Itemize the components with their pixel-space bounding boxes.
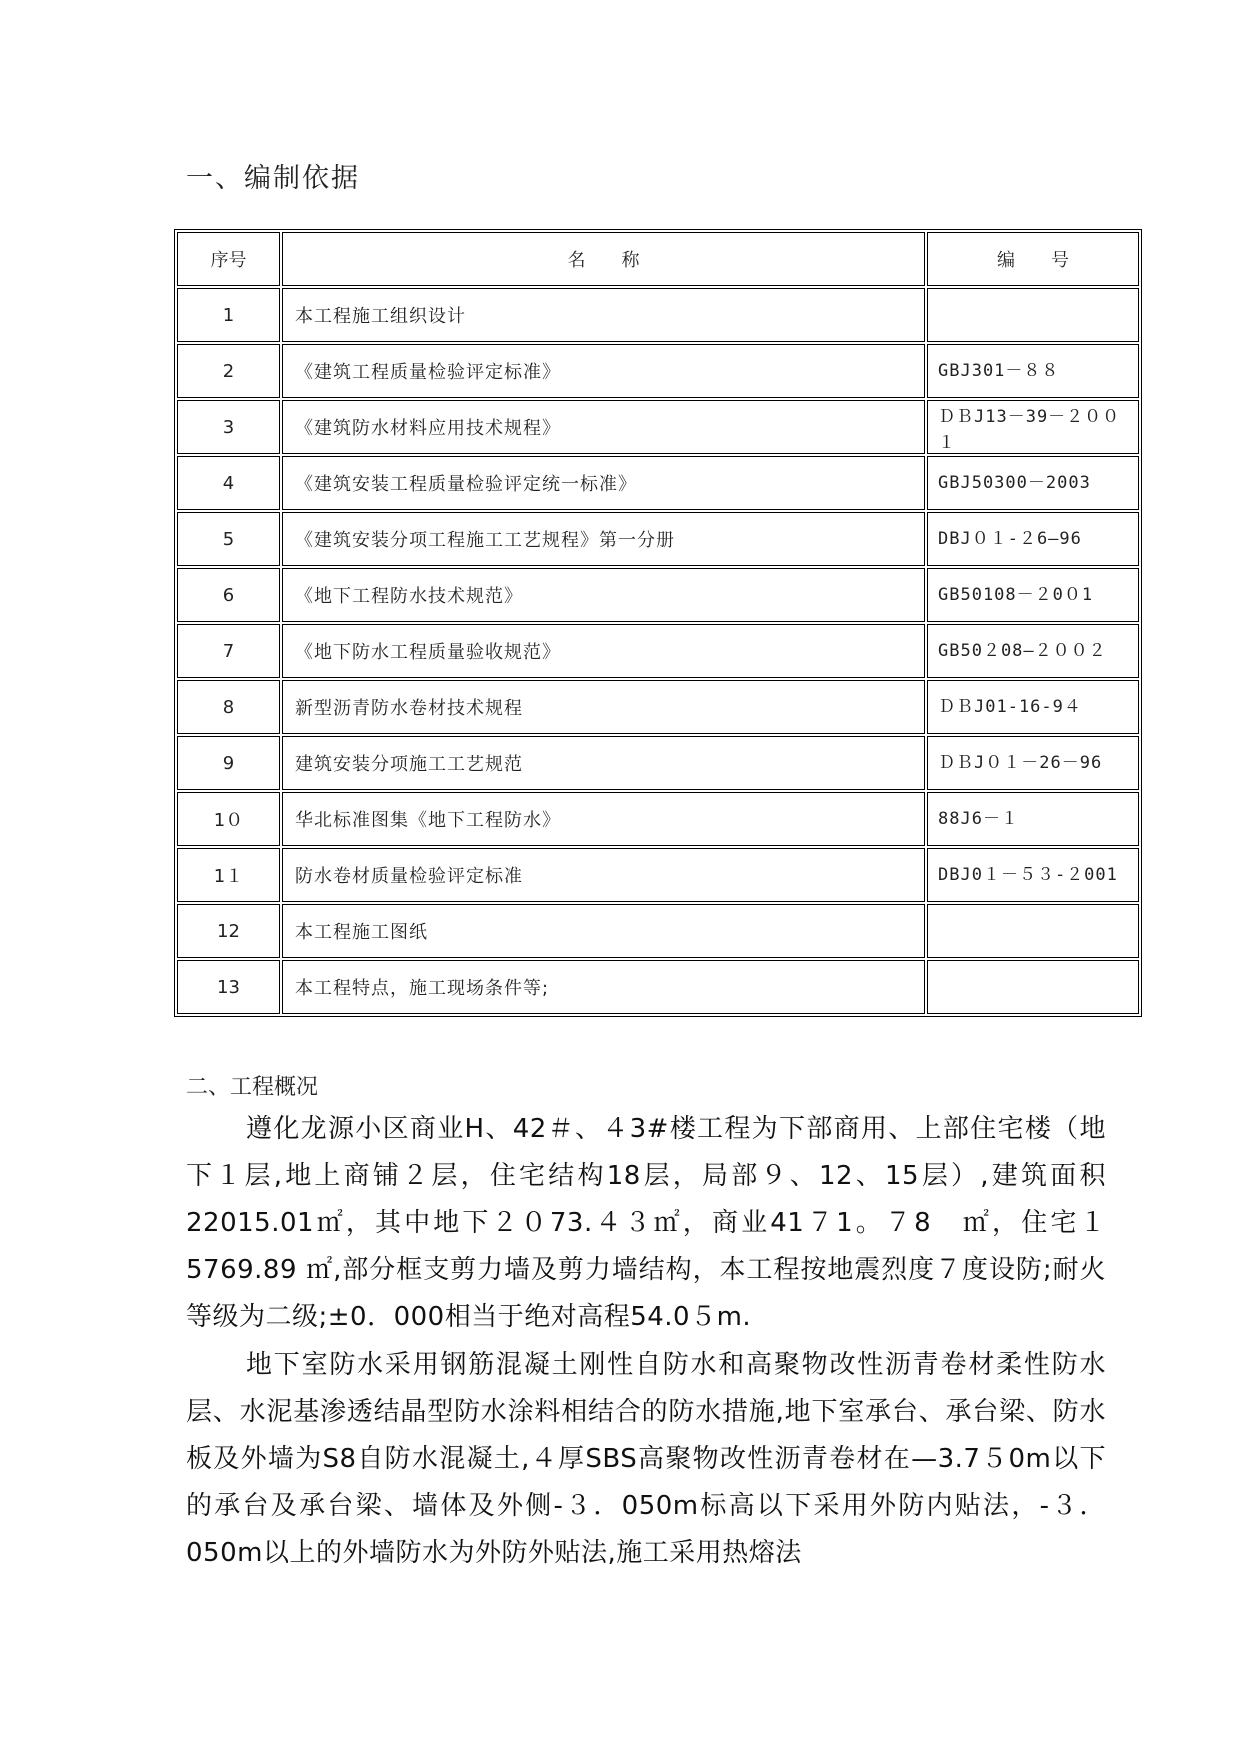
row-seq: 8 bbox=[177, 680, 280, 734]
basis-table bbox=[174, 229, 1142, 1017]
row-name: 《建筑安装分项工程施工工艺规程》第一分册 bbox=[282, 512, 925, 566]
table-row bbox=[177, 344, 1139, 398]
row-code bbox=[927, 904, 1139, 958]
row-code-text: DBJ0１－５３-２001 bbox=[938, 865, 1118, 885]
row-code bbox=[927, 344, 1139, 398]
table-row bbox=[177, 960, 1139, 1014]
row-seq: 3 bbox=[177, 400, 280, 454]
overview-paragraph-1: 遵化龙源小区商业H、42＃、４3#楼工程为下部商用、上部住宅楼（地下１层,地上商铺２层，住宅结构18层，局部９、12、15层）,建筑面积22015.01㎡，其中地下２０73.４３㎡，商业41７1。７8 ㎡，住宅１5769.89 ㎡,部分框支剪力墙及剪力墙结构，本工程按地震烈度７度设防;耐火等级为二级;±0．000相当于绝对高程54.0５m. bbox=[186, 1114, 1106, 1332]
row-code bbox=[927, 960, 1139, 1014]
row-seq: 7 bbox=[177, 624, 280, 678]
header-seq: 序号 bbox=[177, 232, 280, 286]
row-name: 《建筑安装工程质量检验评定统一标准》 bbox=[282, 456, 925, 510]
row-seq: 12 bbox=[177, 904, 280, 958]
row-code-text: ＤＢJ13－39－２００１ bbox=[938, 407, 1121, 450]
section1-title: 一、编制依据 bbox=[186, 163, 360, 194]
table-row bbox=[177, 904, 1139, 958]
row-code-text: GB50２08—２００２ bbox=[938, 641, 1107, 661]
row-name: 《建筑防水材料应用技术规程》 bbox=[282, 400, 925, 454]
row-name: 本工程施工组织设计 bbox=[282, 288, 925, 342]
table-row bbox=[177, 456, 1139, 510]
table-row bbox=[177, 512, 1139, 566]
table-row bbox=[177, 848, 1139, 902]
row-code bbox=[927, 288, 1139, 342]
row-seq: 1１ bbox=[177, 848, 280, 902]
row-name: 本工程特点，施工现场条件等; bbox=[282, 960, 925, 1014]
row-seq: 5 bbox=[177, 512, 280, 566]
row-code-text: 88J6－１ bbox=[938, 809, 1019, 829]
header-code: 编 号 bbox=[927, 232, 1139, 286]
row-code-text: GB50108－２0０1 bbox=[938, 585, 1094, 605]
row-code bbox=[927, 568, 1139, 622]
section2-title: 二、工程概况 bbox=[186, 1075, 319, 1100]
table-row bbox=[177, 400, 1139, 454]
row-name: 防水卷材质量检验评定标准 bbox=[282, 848, 925, 902]
row-name: 建筑安装分项施工工艺规范 bbox=[282, 736, 925, 790]
row-code bbox=[927, 624, 1139, 678]
row-code-text: ＤＢJ０１－26－96 bbox=[938, 753, 1103, 773]
row-seq: 1０ bbox=[177, 792, 280, 846]
row-seq: 9 bbox=[177, 736, 280, 790]
row-seq: 1 bbox=[177, 288, 280, 342]
overview-paragraph-2: 地下室防水采用钢筋混凝土刚性自防水和高聚物改性沥青卷材柔性防水层、水泥基渗透结晶型防水涂料相结合的防水措施,地下室承台、承台梁、防水板及外墙为S8自防水混凝土,４厚SBS高聚物改性沥青卷材在—3.7５0m以下的承台及承台梁、墙体及外侧-３．050m标高以下采用外防内贴法，-３．050m以上的外墙防水为外防外贴法,施工采用热熔法 bbox=[186, 1350, 1106, 1568]
table-row bbox=[177, 624, 1139, 678]
row-code-text: GBJ50300－2003 bbox=[938, 473, 1091, 493]
row-code bbox=[927, 512, 1139, 566]
row-code bbox=[927, 792, 1139, 846]
row-seq: 6 bbox=[177, 568, 280, 622]
row-code-text: ＤＢJ01-16-9４ bbox=[938, 697, 1082, 717]
table-row bbox=[177, 736, 1139, 790]
header-name: 名 称 bbox=[282, 232, 925, 286]
row-code-text: DBJ０１-２6—96 bbox=[938, 529, 1082, 549]
row-code bbox=[927, 400, 1139, 454]
row-seq: 13 bbox=[177, 960, 280, 1014]
table-row bbox=[177, 568, 1139, 622]
row-name: 《地下工程防水技术规范》 bbox=[282, 568, 925, 622]
row-seq: 4 bbox=[177, 456, 280, 510]
row-code bbox=[927, 848, 1139, 902]
row-name: 新型沥青防水卷材技术规程 bbox=[282, 680, 925, 734]
table-row bbox=[177, 288, 1139, 342]
table-header-row bbox=[177, 232, 1139, 286]
row-seq: 2 bbox=[177, 344, 280, 398]
row-code bbox=[927, 680, 1139, 734]
table-row bbox=[177, 792, 1139, 846]
row-code bbox=[927, 456, 1139, 510]
table-row bbox=[177, 680, 1139, 734]
row-code-text: GBJ301－８８ bbox=[938, 361, 1060, 381]
row-name: 《地下防水工程质量验收规范》 bbox=[282, 624, 925, 678]
row-name: 本工程施工图纸 bbox=[282, 904, 925, 958]
row-name: 华北标准图集《地下工程防水》 bbox=[282, 792, 925, 846]
row-code bbox=[927, 736, 1139, 790]
row-name: 《建筑工程质量检验评定标准》 bbox=[282, 344, 925, 398]
